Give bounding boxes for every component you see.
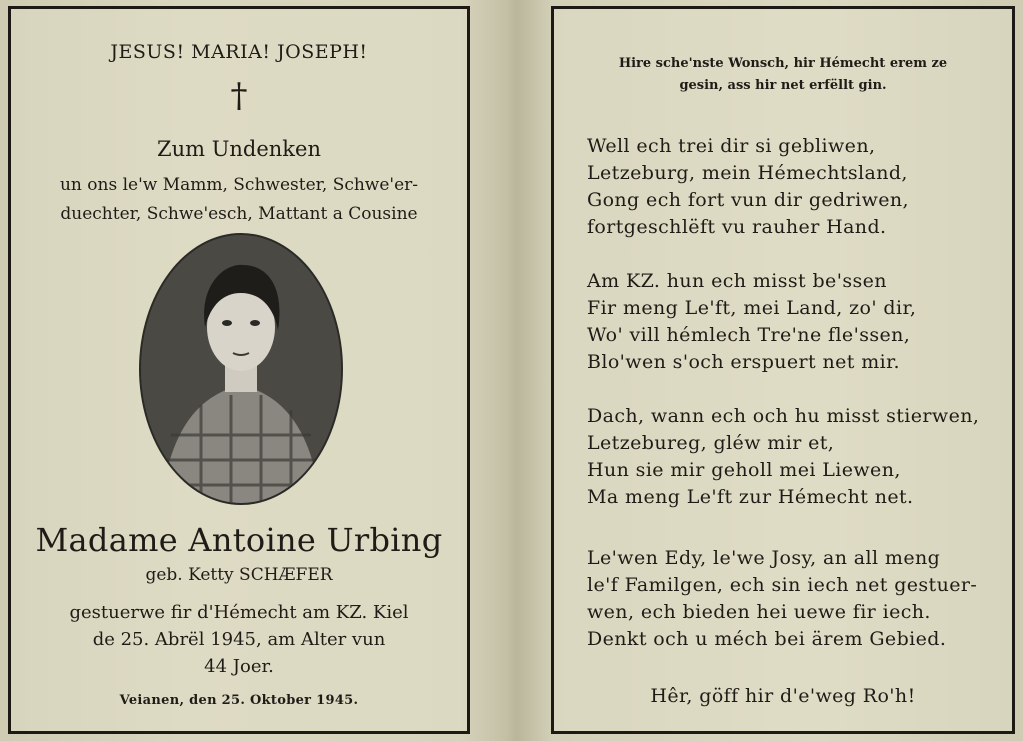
poem-line: Letzebureg, gléw mir et, [587,432,835,454]
poem-line: Ma meng Le'ft zur Hémecht net. [587,486,914,508]
death-line: gestuerwe fir d'Hémecht am KZ. Kiel [69,602,409,623]
poem-line: Letzeburg, mein Hémechtsland, [587,162,908,184]
portrait-figure [141,235,341,503]
poem-stanza-3 [587,403,992,511]
farewell-line: Denkt och u méch bei ärem Gebied. [587,628,947,650]
poem-line: Hun sie mir geholl mei Liewen, [587,459,901,481]
left-panel [8,6,470,734]
poem-line: Wo' vill hémlech Tre'ne fle'ssen, [587,324,911,346]
farewell-line: le'f Familgen, ech sin iech net gestuer- [587,574,978,596]
death-line: 44 Joer. [204,656,274,677]
dedication [11,171,467,229]
poem-line: Am KZ. hun ech misst be'ssen [587,270,887,292]
right-panel [551,6,1015,734]
deceased-name: Madame Antoine Urbing [35,521,443,559]
farewell-line: Le'wen Edy, le'we Josy, an all meng [587,547,941,569]
poem-line: Dach, wann ech och hu misst stierwen, [587,405,980,427]
invocation: JESUS! MARIA! JOSEPH! [110,41,368,63]
epigraph-line: gesin, ass hir net erfëllt gin. [679,78,887,93]
farewell-message [587,545,992,653]
poem-stanza-2 [587,268,992,376]
place-date: Veianen, den 25. Oktober 1945. [119,693,359,708]
poem-line: Fir meng Le'ft, mei Land, zo' dir, [587,297,917,319]
poem-line: Blo'wen s'och erspuert net mir. [587,351,900,373]
poem-line: fortgeschlëft vu rauher Hand. [587,216,887,238]
epigraph-line: Hire sche'nste Wonsch, hir Hémecht erem ze [618,56,948,71]
death-line: de 25. Abrël 1945, am Alter vun [92,629,386,650]
cross-icon: † [230,76,248,116]
closing-prayer: Hêr, göff hir d'e'weg Ro'h! [650,685,916,707]
poem-line: Gong ech fort vun dir gedriwen, [587,189,909,211]
dedication-line: un ons le'w Mamm, Schwester, Schwe'er- [59,175,419,195]
poem-line: Well ech trei dir si gebliwen, [587,135,876,157]
epigraph [554,53,1012,97]
dedication-line: duechter, Schwe'esch, Mattant a Cousine [60,204,418,224]
remembrance-heading: Zum Undenken [156,137,321,161]
portrait-photo [139,233,343,505]
poem-stanza-1 [587,133,992,241]
farewell-line: wen, ech bieden hei uewe fir iech. [587,601,931,623]
death-details [11,599,467,680]
birth-name: geb. Ketty SCHÆFER [145,565,333,585]
